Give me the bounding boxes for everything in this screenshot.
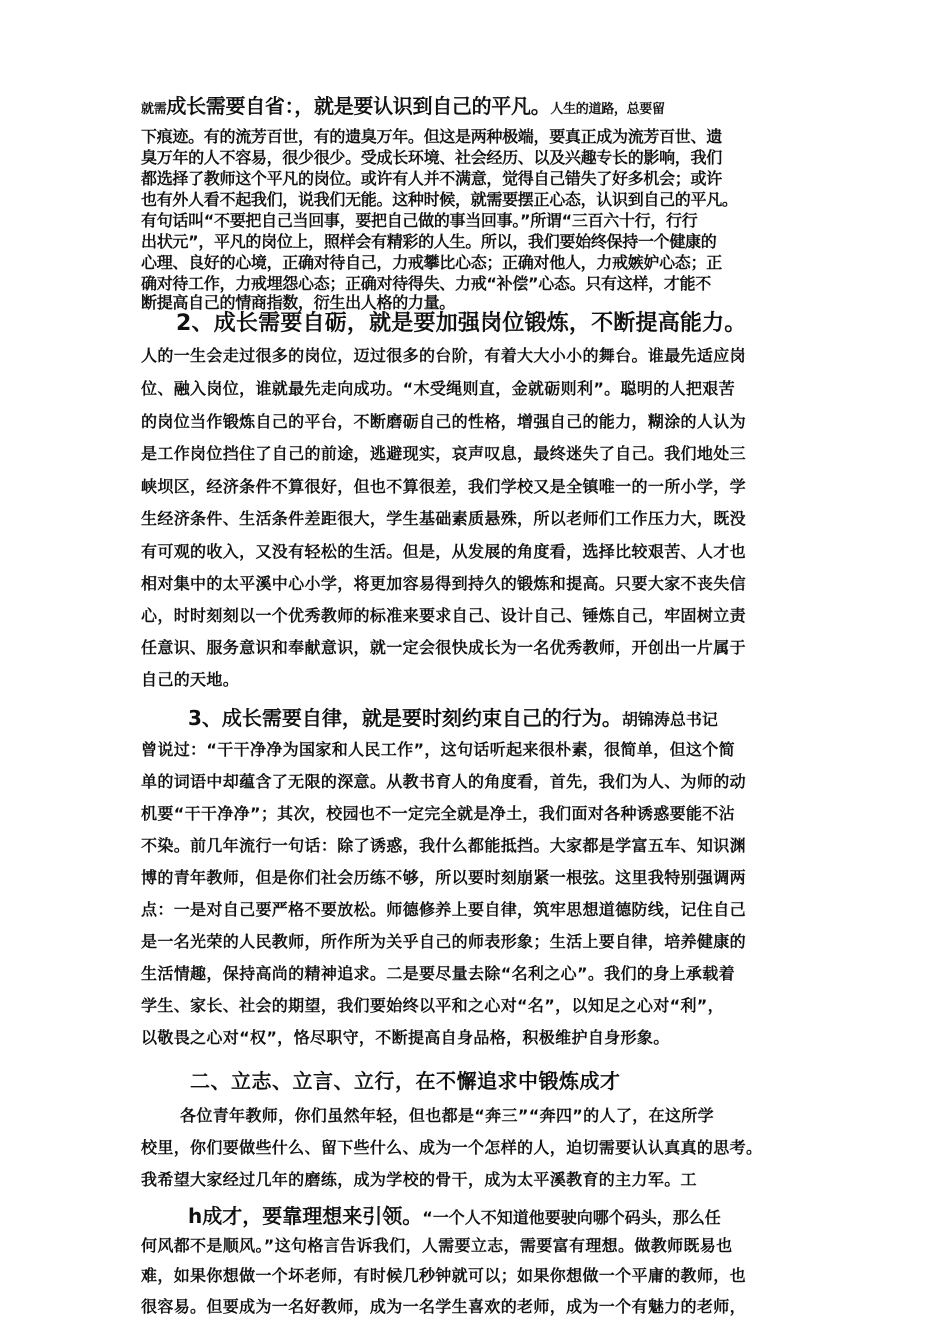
- section3-line: 不染。前几年流行一句话：除了诱惑，我什么都能抵挡。大家都是学富五车、知识渊: [141, 836, 746, 855]
- section4-line: 各位青年教师，你们虽然年轻，但也都是“奔三”“奔四”的人了，在这所学: [180, 1106, 714, 1125]
- section3-line: 学生、家长、社会的期望，我们要始终以平和之心对“名”，以知足之心对“利”，: [141, 996, 725, 1015]
- section3-line: 曾说过：“干干净净为国家和人民工作”，这句话听起来很朴素，很简单，但这个简: [141, 740, 735, 759]
- section2-line: 有可观的收入，又没有轻松的生活。但是，从发展的角度看，选择比较艰苦、人才也: [141, 542, 746, 561]
- section1-line: 臭万年的人不容易，很少很少。受成长环境、社会经历、以及兴趣专长的影响，我们: [141, 148, 722, 167]
- section4-line: 校里，你们要做些什么、留下些什么、成为一个怎样的人，迫切需要认认真真的思考。: [141, 1138, 763, 1157]
- section2-heading: 2、成长需要自砺，就是要加强岗位锻炼，不断提高能力。: [176, 311, 747, 336]
- section3-line: 机要“干干净净”；其次，校园也不一定完全就是净土，我们面对各种诱惑要能不沾: [141, 804, 735, 823]
- section1-line: 有句话叫“不要把自己当回事，要把自己做的事当回事。”所谓“三百六十行，行行: [141, 211, 698, 230]
- section3-line: 生活情趣，保持高尚的精神追求。二是要尽量去除“名利之心”。我们的身上承载着: [141, 964, 735, 983]
- section1-first-line: [141, 96, 821, 120]
- section2-line: 峡坝区，经济条件不算很好，但也不算很差，我们学校又是全镇唯一的一所小学，学: [141, 477, 746, 496]
- section3-line: 是一名光荣的人民教师，所作所为关乎自己的师表形象；生活上要自律，培养健康的: [141, 932, 746, 951]
- section3-line: 博的青年教师，但是你们社会历练不够，所以要时刻崩紧一根弦。这里我特别强调两: [141, 868, 746, 887]
- section1-line: 断提高自己的情商指数，衍生出人格的力量。: [141, 293, 456, 312]
- section5-heading: h成才，要靠理想来引领。: [188, 1204, 423, 1228]
- section3-heading: 3、成长需要自律，就是要时刻约束自己的行为。: [188, 706, 622, 730]
- section1-line: 都选择了教师这个平凡的岗位。或许有人并不满意，觉得自己错失了好多机会；或许: [141, 169, 722, 188]
- section3-line: 点：一是对自己要严格不要放松。师德修养上要自律，筑牢思想道德防线，记住自己: [141, 900, 746, 919]
- section2-line: 相对集中的太平溪中心小学，将更加容易得到持久的锻炼和提高。只要大家不丧失信: [141, 574, 746, 593]
- section1-line: 也有外人看不起我们，说我们无能。这种时候，就需要摆正心态，认识到自己的平凡。: [141, 190, 738, 209]
- section1-line: 确对待工作，力戒埋怨心态；正确对待得失、力戒“补偿”心态。只有这样，才能不: [141, 274, 711, 293]
- section5-line: 难，如果你想做一个坏老师，有时候几秒钟就可以；如果你想做一个平庸的教师，也: [141, 1266, 746, 1285]
- section1-line: 心理、良好的心境，正确对待自己，力戒攀比心态；正确对他人，力戒嫉妒心态；正: [141, 253, 722, 272]
- section1-lead: 人生的道路，总要留: [550, 102, 665, 117]
- section1-line: 出状元”，平凡的岗位上，照样会有精彩的人生。所以，我们要始终保持一个健康的: [141, 232, 717, 251]
- section2-line: 自己的天地。: [141, 670, 240, 689]
- section4-heading: 二、立志、立言、立行，在不懈追求中锻炼成才: [190, 1069, 621, 1093]
- section3-lead: 胡锦涛总书记: [621, 710, 718, 729]
- section5-lead: “一个人不知道他要驶向哪个码头，那么任: [422, 1208, 721, 1227]
- section3-line: 单的词语中却蕴含了无限的深意。从教书育人的角度看，首先，我们为人、为师的动: [141, 772, 746, 791]
- section2-line: 生经济条件、生活条件差距很大，学生基础素质悬殊，所以老师们工作压力大，既没: [141, 509, 746, 528]
- section5-line: 何风都不是顺风。”这句格言告诉我们，人需要立志，需要富有理想。做教师既易也: [141, 1236, 733, 1255]
- section3-line: 以敬畏之心对“权”，恪尽职守，不断提高自身品格，积极维护自身形象。: [141, 1028, 670, 1047]
- section4-line: 我希望大家经过几年的磨练，成为学校的骨干，成为太平溪教育的主力军。工: [141, 1170, 697, 1189]
- section1-prefix: 就需: [141, 102, 167, 117]
- section2-line: 位、融入岗位，谁就最先走向成功。“木受绳则直，金就砺则利”。聪明的人把艰苦: [141, 379, 735, 398]
- section2-line: 是工作岗位挡住了自己的前途，逃避现实，哀声叹息，最终迷失了自己。我们地处三: [141, 444, 746, 463]
- section1-line: 下痕迹。有的流芳百世，有的遗臭万年。但这是两种极端，要真正成为流芳百世、遗: [141, 127, 722, 146]
- section2-line: 心，时时刻刻以一个优秀教师的标准来要求自己、设计自己、锤炼自己，牢固树立责: [141, 606, 746, 625]
- section2-line: 的岗位当作锻炼自己的平台，不断磨砺自己的性格，增强自己的能力，糊涂的人认为: [141, 412, 746, 431]
- section2-line: 人的一生会走过很多的岗位，迈过很多的台阶，有着大大小小的舞台。谁最先适应岗: [141, 346, 746, 365]
- section2-line: 任意识、服务意识和奉献意识，就一定会很快成长为一名优秀教师，开创出一片属于: [141, 638, 746, 657]
- section5-line: 很容易。但要成为一名好教师，成为一名学生喜欢的老师，成为一个有魅力的老师，: [141, 1297, 746, 1316]
- section3-first-line: [188, 702, 868, 731]
- section1-heading: 成长需要自省：，就是要认识到自己的平凡。: [166, 94, 551, 118]
- section5-first-line: [188, 1200, 868, 1229]
